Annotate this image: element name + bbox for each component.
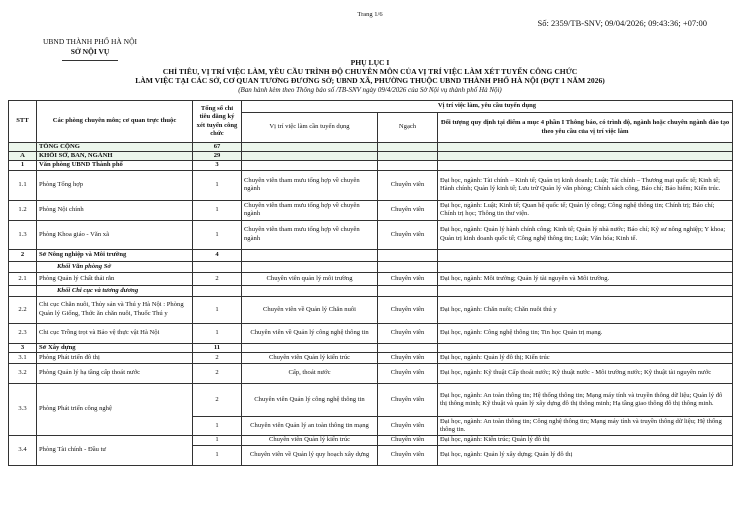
row-position: Chuyên viên về Quản lý công nghệ thông tin [242,323,378,343]
recruitment-table [8,100,733,466]
row-dept: KHỐI SỞ, BAN, NGÀNH [37,152,193,161]
row-count: 67 [193,143,242,152]
header-position: Vị trí việc làm cần tuyển dụng [242,113,378,143]
row-requirements: Đại học, ngành: Luật; Kinh tế; Quan hệ quốc tế; Quản lý công; Công nghệ thông tin; Chính trị; Báo chí; Chính trị học; Thông tin thư viện. [438,200,733,220]
table-row [9,363,733,383]
row-dept: Phòng Phát triển công nghệ [37,383,193,435]
row-dept: Phòng Tổng hợp [37,170,193,200]
subgroup-row [9,261,733,272]
row-count: 1 [193,170,242,200]
row-stt: 2 [9,249,37,261]
row-stt: 3 [9,343,37,352]
row-rank: Chuyên viên [378,352,438,363]
header-requirements: Đối tượng quy định tại điểm a mục 4 phần I Thông báo, có trình độ, ngành hoặc chuyên ngành đào tạo theo yêu cầu của vị trí việc làm [438,113,733,143]
row-position: Chuyên viên tham mưu tổng hợp về chuyên ngành [242,200,378,220]
document-title-line-2: LÀM VIỆC TẠI CÁC SỞ, CƠ QUAN TƯƠNG ĐƯƠNG SỞ; UBND XÃ, PHƯỜNG THUỘC UBND THÀNH PHỐ HÀ NỘI (ĐỢT 1 NĂM 2026) [135,76,605,85]
row-position: Chuyên viên về Quản lý Chăn nuôi [242,296,378,323]
row-stt: 1.1 [9,170,37,200]
row-position: Chuyên viên về Quản lý quy hoạch xây dựng [242,445,378,465]
row-requirements: Đại học, ngành: Quản lý xây dựng; Quản lý đô thị [438,445,733,465]
row-count: 1 [193,323,242,343]
row-rank: Chuyên viên [378,170,438,200]
row-count: 1 [193,445,242,465]
header-department: Các phòng chuyên môn; cơ quan trực thuộc [37,101,193,143]
row-requirements: Đại học, ngành: Kiến trúc; Quản lý đô thị [438,435,733,445]
row-dept: Phòng Khoa giáo - Văn xã [37,220,193,249]
row-position: Chuyên viên Quản lý kiến trúc [242,352,378,363]
row-count: 2 [193,383,242,416]
row-dept: TỔNG CỘNG [37,143,193,152]
total-row [9,143,733,152]
row-requirements: Đại học, ngành: Kỹ thuật Cấp thoát nước; Kỹ thuật nước - Môi trường nước; Kỹ thuật tài nguyên nước [438,363,733,383]
table-row [9,323,733,343]
row-rank: Chuyên viên [378,435,438,445]
row-requirements: Đại học, ngành: An toàn thông tin; Công nghệ thông tin; Mạng máy tính và truyền thông dữ liệu; Hệ thống thông tin. [438,416,733,435]
row-count: 2 [193,352,242,363]
row-dept: Phòng Quản lý hạ tầng cấp thoát nước [37,363,193,383]
header-stt: STT [9,101,37,143]
row-dept: Phòng Tài chính - Đầu tư [37,435,193,465]
row-dept: Văn phòng UBND Thành phố [37,161,193,170]
row-requirements: Đại học, ngành: Quản lý hành chính công; Kinh tế; Quản lý nhà nước; Báo chí; Kỹ sư nông nghiệp; Y khoa; Quản trị kinh doanh quốc tế; Công nghệ thông tin; Luật; Văn hóa; Kinh tế. [438,220,733,249]
row-count: 4 [193,249,242,261]
row-stt: 1.2 [9,200,37,220]
row-count: 1 [193,200,242,220]
appendix-title: PHỤ LỤC I [350,58,390,67]
row-position: Chuyên viên Quản lý an toàn thông tin mạng [242,416,378,435]
row-rank: Chuyên viên [378,323,438,343]
header-total: Tổng số chỉ tiêu đăng ký xét tuyển công chức [193,101,242,143]
row-requirements: Đại học, ngành: Tài chính – Kinh tế; Quản trị kinh doanh; Luật; Tài chính – Thương mại quốc tế; Kinh tế; Hành chính; Quản lý kinh tế; Lưu trữ Quản lý văn phòng; Chính sách công, Báo chí; Bảo hiểm; Kiến trúc. [438,170,733,200]
row-count: 2 [193,272,242,285]
row-rank: Chuyên viên [378,363,438,383]
group-row [9,249,733,261]
org-line-1: UBND THÀNH PHỐ HÀ NỘI [42,37,138,46]
row-dept: Khối Chi cục và tương đương [37,285,193,296]
header-group: Vị trí việc làm, yêu cầu tuyển dụng [242,101,733,113]
row-requirements: Đại học, ngành: Chăn nuôi; Chăn nuôi thú y [438,296,733,323]
row-stt: 3.1 [9,352,37,363]
row-rank: Chuyên viên [378,272,438,285]
row-position: Cấp, thoát nước [242,363,378,383]
row-count: 11 [193,343,242,352]
row-requirements: Đại học, ngành: Công nghệ thông tin; Tin học Quản trị mạng. [438,323,733,343]
row-stt: A [9,152,37,161]
row-count: 1 [193,435,242,445]
row-count: 2 [193,363,242,383]
row-count: 29 [193,152,242,161]
row-position: Chuyên viên quản lý môi trường [242,272,378,285]
section-row [9,152,733,161]
row-stt: 2.2 [9,296,37,323]
row-requirements: Đại học, ngành: Môi trường; Quản lý tài nguyên và Môi trường. [438,272,733,285]
row-position: Chuyên viên Quản lý công nghệ thông tin [242,383,378,416]
group-row [9,161,733,170]
org-line-2: SỞ NỘI VỤ [70,47,110,56]
table-row [9,200,733,220]
row-position: Chuyên viên tham mưu tổng hợp về chuyên ngành [242,170,378,200]
header-rank: Ngạch [378,113,438,143]
row-rank: Chuyên viên [378,383,438,416]
row-requirements: Đại học, ngành: An toàn thông tin; Hệ thống thông tin; Mạng máy tính và truyền thông dữ liệu; Quản lý đô thị thông minh; Kỹ thuật và quản lý xây dựng đô thị thông minh; Hạ tầng giao thông đô thị thông minh. [438,383,733,416]
table-row [9,435,733,445]
document-title-line-1: CHỈ TIÊU, VỊ TRÍ VIỆC LÀM, YÊU CẦU TRÌNH ĐỘ CHUYÊN MÔN CỦA VỊ TRÍ VIỆC LÀM XÉT TUYỂN CÔNG CHỨC [162,67,578,76]
group-row [9,343,733,352]
row-stt: 1.3 [9,220,37,249]
row-count: 1 [193,220,242,249]
row-dept: Khối Văn phòng Sở [37,261,193,272]
subgroup-row [9,285,733,296]
table-row [9,272,733,285]
row-dept: Sở Nông nghiệp và Môi trường [37,249,193,261]
row-position: Chuyên viên tham mưu tổng hợp về chuyên ngành [242,220,378,249]
row-position: Chuyên viên Quản lý kiến trúc [242,435,378,445]
row-dept: Chi cục Trồng trọt và Bảo vệ thực vật Hà Nội [37,323,193,343]
row-stt: 3.3 [9,383,37,435]
table-row [9,220,733,249]
row-dept: Phòng Quản lý Chất thải rắn [37,272,193,285]
row-dept: Sở Xây dựng [37,343,193,352]
table-row [9,170,733,200]
table-row [9,352,733,363]
row-rank: Chuyên viên [378,296,438,323]
table-row [9,383,733,416]
row-count: 1 [193,416,242,435]
table-header-row [9,101,733,113]
row-rank: Chuyên viên [378,220,438,249]
row-stt: 2.1 [9,272,37,285]
row-stt: 3.2 [9,363,37,383]
page-number: Trang 1/6 [357,11,383,18]
row-count: 1 [193,296,242,323]
row-rank: Chuyên viên [378,416,438,435]
row-dept: Chi cục Chăn nuôi, Thủy sản và Thú y Hà Nội : Phòng Quản lý Giống, Thức ăn chăn nuôi, Thuốc Thú y [37,296,193,323]
row-stt: 2.3 [9,323,37,343]
row-count: 3 [193,161,242,170]
document-reference: Số: 2359/TB-SNV; 09/04/2026; 09:43:36; +07:00 [537,18,707,28]
issuing-organization [35,37,145,57]
table-row [9,296,733,323]
document-subtitle: (Ban hành kèm theo Thông báo số /TB-SNV ngày 09/4/2026 của Sở Nội vụ thành phố Hà Nội) [238,86,502,94]
row-rank: Chuyên viên [378,445,438,465]
row-stt: 1 [9,161,37,170]
row-stt: 3.4 [9,435,37,465]
row-rank: Chuyên viên [378,200,438,220]
row-dept: Phòng Phát triển đô thị [37,352,193,363]
row-requirements: Đại học, ngành: Quản lý đô thị; Kiến trúc [438,352,733,363]
row-dept: Phòng Nội chính [37,200,193,220]
